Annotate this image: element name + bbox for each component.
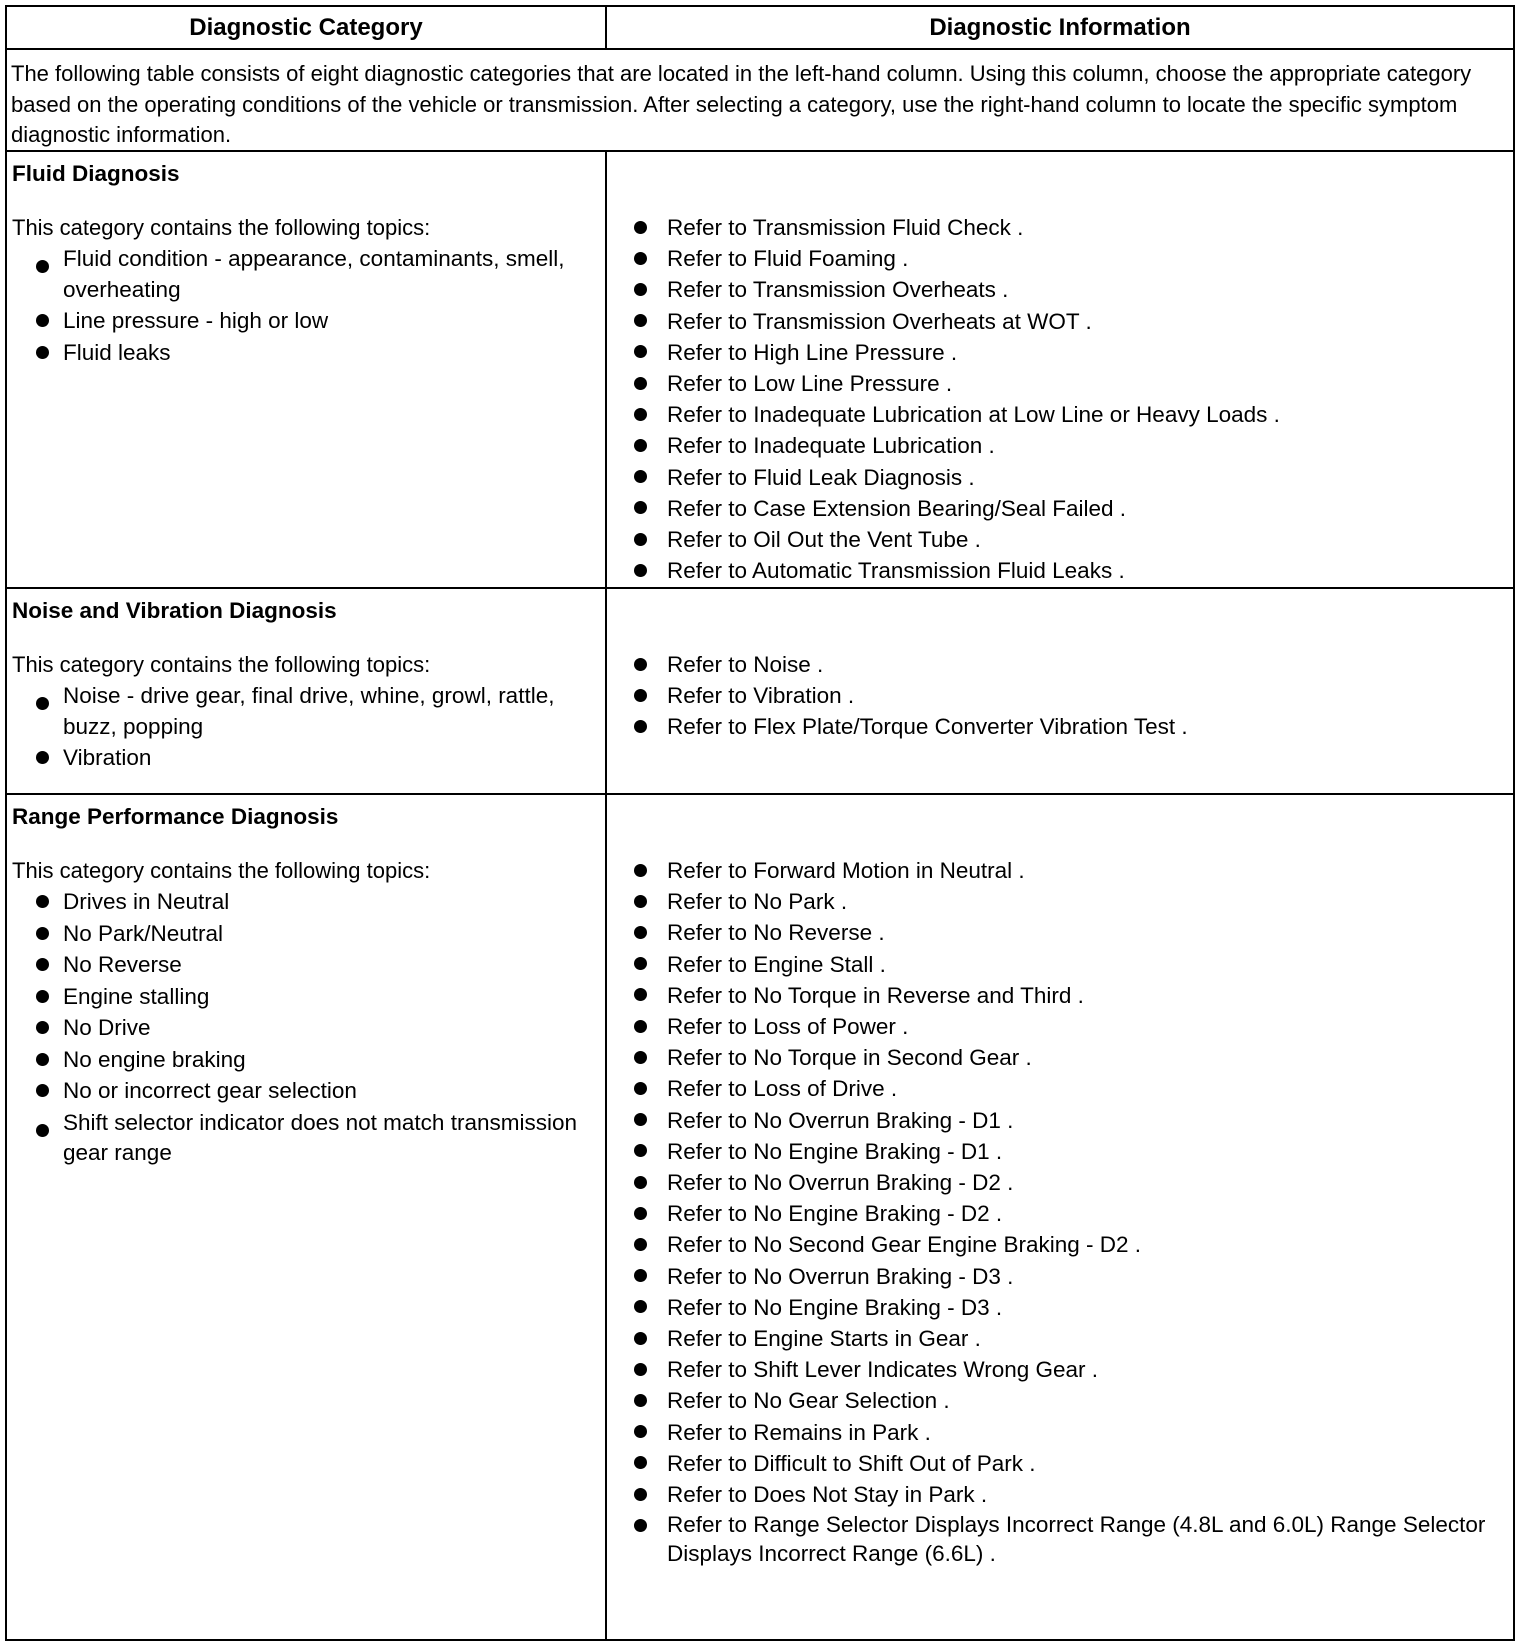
bullet-icon xyxy=(634,1113,647,1126)
section-noise-left xyxy=(12,595,602,775)
topic-item xyxy=(12,887,602,918)
bullet-icon xyxy=(634,1238,647,1251)
topic-text: Noise - drive gear, final drive, whine, growl, rattle, buzz, popping xyxy=(63,683,555,739)
reference-item xyxy=(612,1385,1512,1416)
reference-item xyxy=(612,1229,1512,1260)
topic-text: Fluid leaks xyxy=(63,339,171,365)
bullet-icon xyxy=(634,221,647,234)
reference-item xyxy=(612,1354,1512,1385)
section-topics-intro: This category contains the following topics: xyxy=(12,858,431,883)
refs-list xyxy=(612,212,1512,586)
reference-item xyxy=(612,1448,1512,1479)
bullet-icon xyxy=(634,988,647,1001)
reference-item xyxy=(612,524,1512,555)
bullet-icon xyxy=(634,470,647,483)
reference-link[interactable]: Refer to High Line Pressure . xyxy=(667,339,958,365)
bullet-icon xyxy=(634,252,647,265)
reference-item xyxy=(612,274,1512,305)
section-fluid-left xyxy=(12,158,602,369)
bullet-icon xyxy=(634,1300,647,1313)
reference-item xyxy=(612,680,1512,711)
bullet-icon xyxy=(634,1082,647,1095)
header-information: Diagnostic Information xyxy=(929,14,1191,41)
bullet-icon xyxy=(634,1144,647,1157)
refs-list xyxy=(612,855,1512,1568)
reference-link[interactable]: Refer to No Park . xyxy=(667,889,848,915)
topic-item xyxy=(12,919,602,950)
reference-item xyxy=(612,243,1512,274)
reference-link[interactable]: Refer to No Overrun Braking - D1 . xyxy=(667,1107,1014,1133)
topic-item xyxy=(12,1013,602,1044)
reference-link[interactable]: Refer to Forward Motion in Neutral . xyxy=(667,858,1025,883)
bullet-icon xyxy=(634,501,647,514)
bullet-icon xyxy=(634,1269,647,1282)
reference-item xyxy=(612,1105,1512,1136)
bullet-icon xyxy=(634,283,647,296)
table-header-row xyxy=(7,7,1513,50)
topic-text: No engine braking xyxy=(63,1046,246,1072)
bullet-icon xyxy=(634,926,647,939)
topics-list xyxy=(12,887,602,1169)
topic-item xyxy=(12,338,602,369)
reference-link[interactable]: Refer to No Second Gear Engine Braking - D2 . xyxy=(667,1232,1141,1258)
reference-link[interactable]: Refer to Fluid Leak Diagnosis . xyxy=(667,464,975,490)
bullet-icon xyxy=(634,564,647,577)
topic-item xyxy=(12,1108,602,1169)
reference-link[interactable]: Refer to Transmission Overheats at WOT . xyxy=(667,308,1092,334)
section-topics-intro: This category contains the following topics: xyxy=(12,652,431,677)
topic-item xyxy=(12,950,602,981)
reference-link[interactable]: Refer to No Reverse . xyxy=(667,920,885,946)
topic-text: No Reverse xyxy=(63,952,182,977)
reference-item xyxy=(612,886,1512,917)
reference-item xyxy=(612,1198,1512,1229)
reference-item xyxy=(612,555,1512,586)
reference-item xyxy=(612,1510,1512,1568)
reference-link[interactable]: Refer to Low Line Pressure . xyxy=(667,371,953,397)
bullet-icon xyxy=(36,958,49,971)
section-title: Range Performance Diagnosis xyxy=(12,804,339,829)
reference-item xyxy=(612,1136,1512,1167)
bullet-icon xyxy=(634,1207,647,1220)
bullet-icon xyxy=(634,1488,647,1501)
bullet-icon xyxy=(634,377,647,390)
bullet-icon xyxy=(634,345,647,358)
section-range-right xyxy=(612,855,1512,1568)
topic-item xyxy=(12,1045,602,1076)
bullet-icon xyxy=(634,439,647,452)
bullet-icon xyxy=(634,689,647,702)
reference-item xyxy=(612,1167,1512,1198)
reference-link[interactable]: Refer to No Torque in Reverse and Third . xyxy=(667,982,1084,1008)
section-topics-intro: This category contains the following topics: xyxy=(12,215,431,240)
reference-link[interactable]: Refer to Noise . xyxy=(667,652,824,677)
reference-link[interactable]: Refer to Range Selector Displays Incorrect Range (4.8L and 6.0L) Range Selector Displays Incorrect Range (6.6L) . xyxy=(667,1512,1486,1567)
bullet-icon xyxy=(634,864,647,877)
reference-link[interactable]: Refer to No Overrun Braking - D2 . xyxy=(667,1170,1014,1196)
reference-link[interactable]: Refer to No Torque in Second Gear . xyxy=(667,1045,1032,1071)
topic-text: No Park/Neutral xyxy=(63,920,224,946)
section-fluid-right xyxy=(612,212,1512,586)
bullet-icon xyxy=(36,927,49,940)
bullet-icon xyxy=(634,1332,647,1345)
bullet-icon xyxy=(634,720,647,733)
reference-link[interactable]: Refer to Fluid Foaming . xyxy=(667,246,909,272)
topic-text: Fluid condition - appearance, contaminants, smell, overheating xyxy=(63,246,565,302)
topic-item xyxy=(12,1076,602,1107)
topic-text: No or incorrect gear selection xyxy=(63,1078,357,1103)
topic-text: Drives in Neutral xyxy=(63,889,230,914)
reference-item xyxy=(612,1073,1512,1104)
section-range-left xyxy=(12,801,602,1170)
reference-link[interactable]: Refer to Engine Starts in Gear . xyxy=(667,1326,981,1352)
reference-link[interactable]: Refer to Automatic Transmission Fluid Leaks . xyxy=(667,558,1125,584)
bullet-icon xyxy=(634,1176,647,1189)
reference-link[interactable]: Refer to Engine Stall . xyxy=(667,951,886,977)
bullet-icon xyxy=(36,751,49,764)
topic-text: Line pressure - high or low xyxy=(63,308,329,333)
topics-list xyxy=(12,681,602,774)
reference-link[interactable]: Refer to Loss of Drive . xyxy=(667,1076,898,1102)
bullet-icon xyxy=(634,1020,647,1033)
reference-link[interactable]: Refer to Oil Out the Vent Tube . xyxy=(667,527,981,553)
topic-item xyxy=(12,681,602,742)
topic-text: No Drive xyxy=(63,1015,151,1040)
refs-list xyxy=(612,649,1512,743)
bullet-icon xyxy=(36,1021,49,1034)
bullet-icon xyxy=(36,1053,49,1066)
reference-item xyxy=(612,399,1512,430)
bullet-icon xyxy=(634,658,647,671)
reference-item xyxy=(612,462,1512,493)
bullet-icon xyxy=(36,990,49,1003)
reference-link[interactable]: Refer to Case Extension Bearing/Seal Failed . xyxy=(667,495,1126,521)
reference-item xyxy=(612,1011,1512,1042)
reference-item xyxy=(612,306,1512,337)
diagnostic-table xyxy=(5,5,1515,1641)
bullet-icon xyxy=(634,1425,647,1438)
reference-link[interactable]: Refer to Flex Plate/Torque Converter Vibration Test . xyxy=(667,714,1188,740)
reference-link[interactable]: Refer to Shift Lever Indicates Wrong Gear . xyxy=(667,1357,1099,1383)
bullet-icon xyxy=(36,260,49,273)
reference-link[interactable]: Refer to Inadequate Lubrication . xyxy=(667,433,995,459)
section-noise-right xyxy=(612,649,1512,743)
bullet-icon xyxy=(36,346,49,359)
bullet-icon xyxy=(634,1519,647,1532)
reference-item xyxy=(612,949,1512,980)
reference-link[interactable]: Refer to Loss of Power . xyxy=(667,1014,909,1040)
reference-item xyxy=(612,855,1512,886)
reference-link[interactable]: Refer to No Overrun Braking - D3 . xyxy=(667,1263,1014,1289)
bullet-icon xyxy=(634,533,647,546)
section-title: Noise and Vibration Diagnosis xyxy=(12,598,337,623)
reference-item xyxy=(612,1261,1512,1292)
topic-item xyxy=(12,244,602,305)
bullet-icon xyxy=(36,1084,49,1097)
topic-text: Engine stalling xyxy=(63,983,210,1009)
bullet-icon xyxy=(634,957,647,970)
topics-list xyxy=(12,244,602,368)
header-category: Diagnostic Category xyxy=(189,14,423,41)
reference-item xyxy=(612,1323,1512,1354)
bullet-icon xyxy=(634,895,647,908)
reference-item xyxy=(612,430,1512,461)
reference-link[interactable]: Refer to Inadequate Lubrication at Low Line or Heavy Loads . xyxy=(667,402,1280,428)
section-title: Fluid Diagnosis xyxy=(12,161,180,186)
reference-link[interactable]: Refer to Vibration . xyxy=(667,683,855,709)
bullet-icon xyxy=(634,314,647,327)
topic-text: Shift selector indicator does not match transmission gear range xyxy=(63,1109,577,1165)
bullet-icon xyxy=(634,1456,647,1469)
reference-link[interactable]: Refer to No Engine Braking - D1 . xyxy=(667,1138,1003,1164)
reference-link[interactable]: Refer to No Engine Braking - D2 . xyxy=(667,1201,1003,1227)
header-divider xyxy=(605,7,607,50)
topic-text: Vibration xyxy=(63,745,152,770)
reference-link[interactable]: Refer to Transmission Overheats . xyxy=(667,277,1009,303)
reference-link[interactable]: Refer to Remains in Park . xyxy=(667,1419,931,1445)
reference-item xyxy=(612,1042,1512,1073)
reference-link[interactable]: Refer to Does Not Stay in Park . xyxy=(667,1482,988,1508)
reference-item xyxy=(612,212,1512,243)
reference-item xyxy=(612,980,1512,1011)
intro-text: The following table consists of eight diagnostic categories that are located in the left-hand column. Using this column, choose the appropriate category based on the operating conditions of the vehicle or transmission. After selecting a category, use the right-hand column to locate the specific symptom diagnostic information. xyxy=(11,61,1472,147)
topic-item xyxy=(12,306,602,337)
bullet-icon xyxy=(634,408,647,421)
topic-item xyxy=(12,743,602,774)
topic-item xyxy=(12,982,602,1013)
reference-link[interactable]: Refer to No Engine Braking - D3 . xyxy=(667,1294,1003,1320)
bullet-icon xyxy=(36,314,49,327)
reference-item xyxy=(612,1292,1512,1323)
bullet-icon xyxy=(36,697,49,710)
reference-item xyxy=(612,1417,1512,1448)
bullet-icon xyxy=(634,1363,647,1376)
reference-item xyxy=(612,493,1512,524)
reference-item xyxy=(612,337,1512,368)
reference-link[interactable]: Refer to Transmission Fluid Check . xyxy=(667,215,1024,240)
reference-item xyxy=(612,711,1512,742)
bullet-icon xyxy=(634,1051,647,1064)
reference-item xyxy=(612,917,1512,948)
bullet-icon xyxy=(36,895,49,908)
reference-item xyxy=(612,649,1512,680)
reference-link[interactable]: Refer to No Gear Selection . xyxy=(667,1388,950,1414)
reference-item xyxy=(612,368,1512,399)
bullet-icon xyxy=(36,1124,49,1137)
bullet-icon xyxy=(634,1394,647,1407)
reference-item xyxy=(612,1479,1512,1510)
reference-link[interactable]: Refer to Difficult to Shift Out of Park . xyxy=(667,1450,1036,1476)
